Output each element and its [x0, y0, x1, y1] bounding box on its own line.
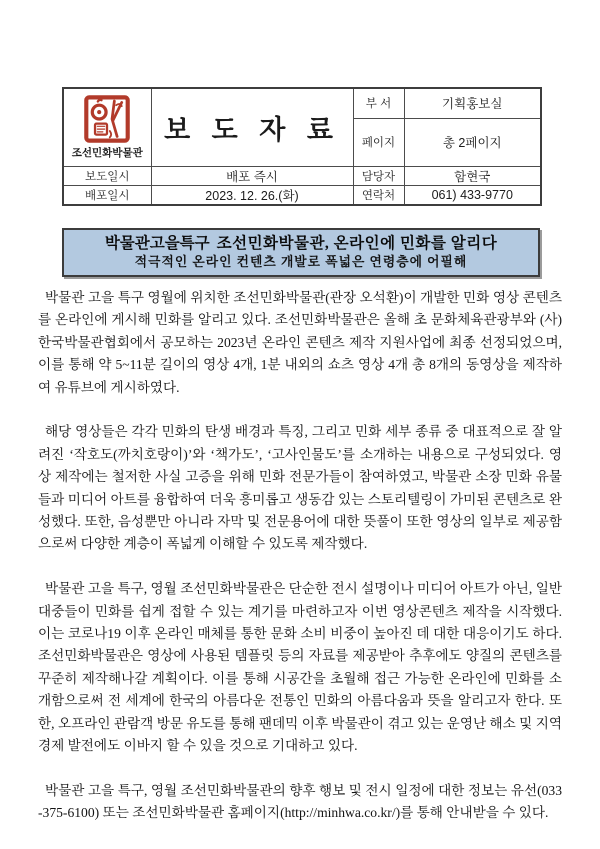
- release-date-label: 배포일시: [63, 185, 151, 205]
- paragraph-3: 박물관 고을 특구, 영월 조선민화박물관은 단순한 전시 설명이나 미디어 아트가 아닌, 일반 대중들이 민화를 쉽게 접할 수 있는 계기를 마련하고자 이번 영상콘텐츠 제작을 시작했다. 이는 코로나19 이후 온라인 매체를 통한 문화 소비 비중이 높아진 데 대한 대응이기도 하다. 조선민화박물관은 영상에 사용된 템플릿 등의 자료를 제공받아 추후에도 양질의 콘텐츠를 꾸준히 제작해나갈 계획이다. 이를 통해 시공간을 초월해 접근 가능한 온라인에 민화를 소개함으로써 전 세계에 한국의 아름다운 전통인 민화의 아름다움과 뜻을 알리고자 한다. 또한, 오프라인 관람객 방문 유도를 통해 팬데믹 이후 박물관이 겪고 있는 운영난 해소 및 지역 경제 발전에도 이바지 할 수 있을 것으로 기대하고 있다.: [38, 581, 562, 754]
- report-date-label: 보도일시: [63, 166, 151, 185]
- paragraph-1: 박물관 고을 특구 영월에 위치한 조선민화박물관(관장 오석환)이 개발한 민화 영상 콘텐츠를 온라인에 게시해 민화를 알리고 있다. 조선민화박물관은 올해 초 문화체육관광부와 (사)한국박물관협회에서 공모하는 2023년 온라인 콘텐츠 제작 지원사업에 최종 선정되었으며, 이를 통해 약 5~11분 길이의 영상 4개, 1분 내외의 쇼츠 영상 4개 총 8개의 동영상을 제작하여 유튜브에 게시하였다.: [38, 290, 562, 395]
- headline-badge: 박물관고을특구: [104, 235, 210, 252]
- header-table: [62, 87, 542, 206]
- paragraph-2: 해당 영상들은 각각 민화의 탄생 배경과 특징, 그리고 민화 세부 종류 중 대표적으로 잘 알려진 ‘작호도(까치호랑이)’와 ‘책가도’, ‘고사인물도’를 소개하는 내용으로 구성되었다. 영상 제작에는 철저한 사실 고증을 위해 민화 전문가들이 참여하였고, 박물관 소장 민화 유물들과 미디어 아트를 융합하여 더욱 흥미롭고 생동감 있는 스토리텔링이 가미된 콘텐츠로 완성했다. 또한, 음성뿐만 아니라 자막 및 전문용어에 대한 뜻풀이 또한 영상의 일부로 제공함으로써 다양한 계층이 폭넓게 이해할 수 있도록 제작했다.: [38, 424, 562, 552]
- pages-label: 페이지: [353, 118, 404, 166]
- headline-title-line: [64, 234, 538, 253]
- museum-seal-icon: [84, 95, 130, 143]
- dept-label: 부 서: [353, 88, 404, 118]
- report-date-value: 배포 즉시: [151, 166, 353, 185]
- logo-cell: [63, 88, 151, 166]
- manager-value: 함현국: [404, 166, 541, 185]
- release-date-value: 2023. 12. 26.(화): [151, 185, 353, 205]
- doc-title: 보 도 자 료: [151, 88, 353, 166]
- headline-box: [62, 228, 540, 277]
- paragraph-4: 박물관 고을 특구, 영월 조선민화박물관의 향후 행보 및 전시 일정에 대한 정보는 유선(033-375-6100) 또는 조선민화박물관 홈페이지(http://minhwa.co.kr/)를 통해 안내받을 수 있다.: [38, 782, 562, 821]
- pages-value: 총 2페이지: [404, 118, 541, 166]
- dept-value: 기획홍보실: [404, 88, 541, 118]
- manager-label: 담당자: [353, 166, 404, 185]
- headline-title: 조선민화박물관, 온라인에 민화를 알리다: [216, 235, 498, 252]
- contact-label: 연락처: [353, 185, 404, 205]
- article-body: [38, 287, 562, 847]
- headline-subtitle: 적극적인 온라인 컨텐츠 개발로 폭넓은 연령층에 어필해: [134, 255, 468, 269]
- logo-caption: 조선민화박물관: [71, 146, 143, 159]
- contact-value: 061) 433-9770: [404, 185, 541, 205]
